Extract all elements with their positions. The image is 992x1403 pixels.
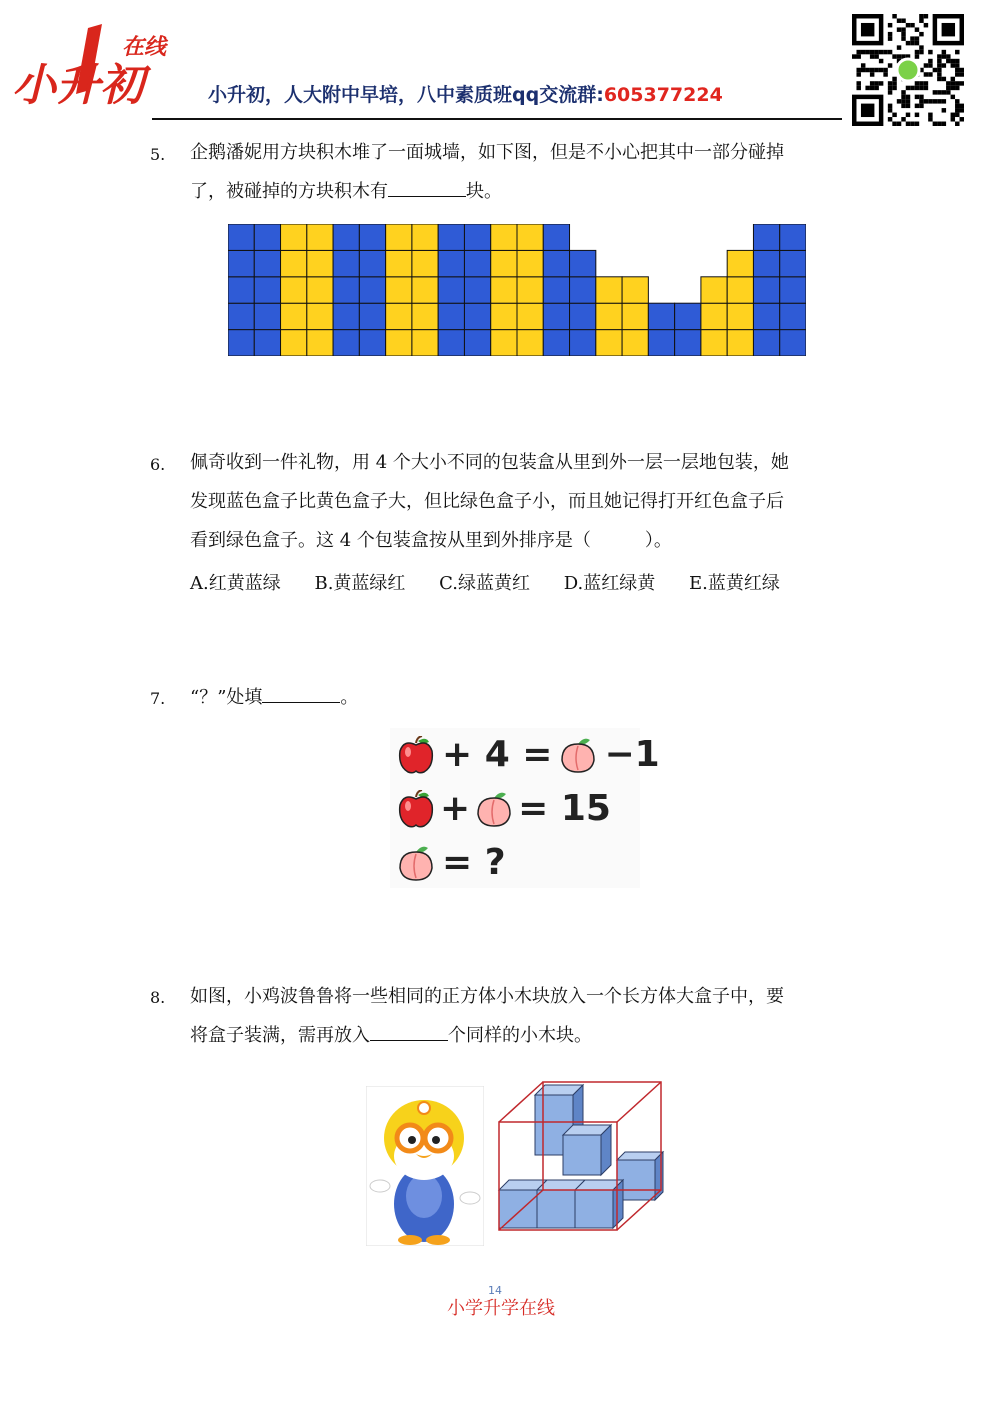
equation-1-op2: −1: [604, 734, 660, 775]
wall-block: [359, 250, 385, 276]
wall-block: [254, 224, 280, 250]
wall-block: [753, 250, 779, 276]
wall-block: [675, 330, 701, 356]
wall-block: [438, 250, 464, 276]
wall-block: [254, 330, 280, 356]
wall-block: [622, 277, 648, 303]
wall-block: [386, 224, 412, 250]
q8-answer-blank: [370, 1018, 448, 1041]
wall-block: [464, 250, 490, 276]
cube-box-illustration: [497, 1080, 665, 1240]
wall-block: [780, 250, 806, 276]
wall-block: [281, 330, 307, 356]
q8-text: [190, 977, 845, 1055]
q6-option-c: C.绿蓝黄红: [439, 573, 531, 594]
wall-block: [333, 224, 359, 250]
peach-icon: [476, 790, 512, 828]
apple-icon: [398, 736, 434, 774]
wall-block: [780, 330, 806, 356]
wall-block: [307, 250, 333, 276]
wall-block: [228, 224, 254, 250]
wall-block: [307, 303, 333, 329]
equation-2-op1: +: [440, 788, 471, 829]
wall-block: [333, 277, 359, 303]
q6-line1: 佩奇收到一件礼物，用 4 个大小不同的包装盒从里到外一层一层地包装，她: [190, 452, 789, 473]
q8-line2: [190, 1016, 845, 1055]
brand-logo: [10, 20, 175, 110]
q5-answer-blank: [388, 174, 466, 197]
equation-3: [398, 842, 506, 883]
cube-box-figure: [497, 1080, 665, 1240]
wall-block: [543, 303, 569, 329]
wall-block: [753, 330, 779, 356]
wall-block: [570, 277, 596, 303]
wall-block: [727, 303, 753, 329]
q6-text: [190, 443, 845, 560]
q7-answer-blank: [262, 680, 340, 703]
wall-block: [333, 250, 359, 276]
wall-block: [543, 330, 569, 356]
wall-block: [701, 303, 727, 329]
wall-block: [596, 303, 622, 329]
header-title: [208, 80, 723, 107]
wall-block: [438, 277, 464, 303]
wall-block: [517, 303, 543, 329]
peach-icon: [560, 736, 596, 774]
wall-block: [386, 303, 412, 329]
wall-block: [333, 303, 359, 329]
equation-1: [398, 734, 660, 775]
q8-line1: 如图，小鸡波鲁鲁将一些相同的正方体小木块放入一个长方体大盒子中，要: [190, 986, 784, 1007]
wall-block: [307, 224, 333, 250]
q5-line2: [190, 172, 845, 211]
wall-block: [596, 277, 622, 303]
wall-block: [701, 277, 727, 303]
apple-icon: [398, 790, 434, 828]
wall-block: [517, 250, 543, 276]
q7-text-pre: “？”处填: [190, 687, 263, 708]
wall-block: [386, 250, 412, 276]
q8-number: 8.: [150, 988, 166, 1007]
wall-block: [491, 250, 517, 276]
wall-block: [438, 330, 464, 356]
q7-text: [190, 678, 845, 717]
q6-option-b: B.黄蓝绿红: [314, 573, 406, 594]
q7-text-post: 。: [340, 687, 359, 708]
qr-code-graphic: [852, 14, 964, 132]
page-number: 14: [488, 1284, 502, 1297]
wall-block: [727, 330, 753, 356]
equation-2: [398, 788, 611, 829]
wall-block: [517, 330, 543, 356]
wall-block: [675, 303, 701, 329]
wall-block: [359, 277, 385, 303]
q6-number: 6.: [150, 455, 166, 474]
wall-block: [464, 330, 490, 356]
wall-block: [622, 303, 648, 329]
wall-block: [228, 277, 254, 303]
q5-text: [190, 133, 845, 211]
wall-block: [228, 250, 254, 276]
q5-line2-post: 块。: [466, 181, 502, 202]
brand-logo-graphic: [10, 20, 175, 110]
wall-block: [491, 224, 517, 250]
wall-block: [727, 250, 753, 276]
q6-option-e: E.蓝黄红绿: [689, 573, 780, 594]
fruit-equations: [390, 728, 660, 888]
header-title-text: 小升初，人大附中早培，八中素质班qq交流群:: [208, 84, 604, 106]
wall-block: [543, 250, 569, 276]
wall-block: [464, 303, 490, 329]
wall-block: [543, 277, 569, 303]
castle-wall-figure: [228, 224, 806, 356]
wall-block: [281, 277, 307, 303]
wall-block: [359, 224, 385, 250]
peach-icon: [398, 844, 434, 882]
q7-number: 7.: [150, 689, 166, 708]
wall-block: [780, 303, 806, 329]
wall-block: [517, 277, 543, 303]
wall-block: [281, 250, 307, 276]
brand-logo-top-text: 在线: [122, 35, 167, 60]
wall-block: [281, 224, 307, 250]
wall-block: [491, 277, 517, 303]
wall-block: [333, 330, 359, 356]
penguin-character-image: [366, 1086, 484, 1246]
wall-block: [412, 303, 438, 329]
wall-block: [753, 277, 779, 303]
wall-block: [780, 224, 806, 250]
wall-block: [464, 224, 490, 250]
q6-line3: 看到绿色盒子。这 4 个包装盒按从里到外排序是（ ）。: [190, 530, 672, 551]
wall-block: [412, 277, 438, 303]
q8-line2-post: 个同样的小木块。: [448, 1025, 592, 1046]
wall-block: [491, 330, 517, 356]
header-qq-number: 605377224: [603, 84, 723, 106]
wall-block: [727, 277, 753, 303]
wall-block: [359, 303, 385, 329]
wall-block: [753, 303, 779, 329]
wall-block: [228, 303, 254, 329]
q5-line2-pre: 了，被碰掉的方块积木有: [190, 181, 388, 202]
wall-block: [412, 250, 438, 276]
wall-block: [570, 250, 596, 276]
wall-block: [386, 277, 412, 303]
equation-3-op1: = ?: [442, 842, 506, 883]
q6-option-a: A.红黄蓝绿: [190, 573, 281, 594]
wall-block: [596, 330, 622, 356]
equation-2-op2: = 15: [518, 788, 611, 829]
wall-block: [543, 224, 569, 250]
penguin-illustration: [366, 1086, 484, 1246]
wall-block: [412, 224, 438, 250]
wall-block: [517, 224, 543, 250]
wall-block: [438, 303, 464, 329]
wall-block: [648, 303, 674, 329]
wall-block: [254, 303, 280, 329]
header-divider: [152, 118, 842, 120]
wall-block: [254, 277, 280, 303]
wall-block: [464, 277, 490, 303]
wall-block: [780, 277, 806, 303]
equation-1-op1: + 4 =: [442, 734, 553, 775]
q6-line2: 发现蓝色盒子比黄色盒子大，但比绿色盒子小，而且她记得打开红色盒子后: [190, 491, 784, 512]
wall-block: [570, 303, 596, 329]
wall-block: [570, 330, 596, 356]
wall-block: [386, 330, 412, 356]
wall-block: [491, 303, 517, 329]
q6-options: [190, 569, 808, 595]
brand-logo-main-text: 小升初: [12, 60, 144, 110]
wall-block: [438, 224, 464, 250]
q6-option-d: D.蓝红绿黄: [563, 573, 656, 594]
wall-block: [753, 224, 779, 250]
wall-block: [412, 330, 438, 356]
wall-block: [648, 330, 674, 356]
wall-block: [228, 330, 254, 356]
wall-block: [701, 330, 727, 356]
wall-block: [307, 277, 333, 303]
q5-line1: 企鹅潘妮用方块积木堆了一面城墙，如下图，但是不小心把其中一部分碰掉: [190, 142, 784, 163]
wall-block: [622, 330, 648, 356]
wall-block: [281, 303, 307, 329]
q8-line2-pre: 将盒子装满，需再放入: [190, 1025, 370, 1046]
wall-block: [254, 250, 280, 276]
qr-code: [852, 14, 964, 132]
wall-block: [359, 330, 385, 356]
footer-site-name: 小学升学在线: [447, 1298, 555, 1319]
q5-number: 5.: [150, 145, 166, 164]
wall-block: [307, 330, 333, 356]
